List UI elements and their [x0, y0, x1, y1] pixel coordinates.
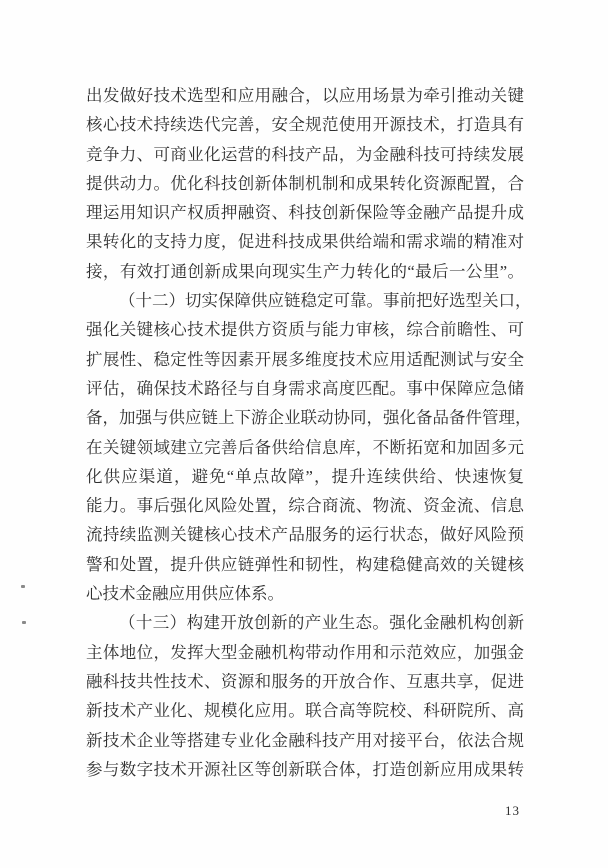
text-line: 理运用知识产权质押融资、科技创新保险等金融产品提升成: [86, 203, 524, 223]
text-line: 备，加强与供应链上下游企业联动协同，强化备品备件管理，: [86, 408, 532, 428]
text-line: 强化关键核心技术提供方资质与能力审核，综合前瞻性、可: [86, 320, 524, 340]
text-line-paragraph-start: （十二）切实保障供应链稳定可靠。事前把好选型关口，: [119, 291, 532, 311]
text-line: 提供动力。优化科技创新体制机制和成果转化资源配置，合: [86, 173, 524, 193]
text-line: 化供应渠道，避免“单点故障”，提升连续供给、快速恢复: [86, 466, 524, 486]
page-number: 13: [505, 803, 520, 818]
text-line-paragraph-end: 心技术金融应用供应体系。: [86, 584, 284, 604]
text-line: 出发做好技术选型和应用融合，以应用场景为牵引推动关键: [86, 86, 524, 105]
text-line: 扩展性、稳定性等因素开展多维度技术应用适配测试与安全: [86, 349, 524, 369]
text-line: 流持续监测关键核心技术产品服务的运行状态，做好风险预: [86, 525, 524, 545]
text-line-paragraph-start: （十三）构建开放创新的产业生态。强化金融机构创新: [119, 613, 524, 633]
text-line: 新技术企业等搭建专业化金融科技产用对接平台，依法合规: [86, 730, 524, 750]
text-line: 融科技共性技术、资源和服务的开放合作、互惠共享，促进: [86, 671, 524, 691]
text-line: 果转化的支持力度，促进科技成果供给端和需求端的精准对: [86, 232, 524, 252]
text-line: 警和处置，提升供应链弹性和韧性，构建稳健高效的关键核: [86, 554, 524, 574]
text-line: 新技术产业化、规模化应用。联合高等院校、科研院所、高: [86, 701, 524, 721]
text-line: 参与数字技术开源社区等创新联合体，打造创新应用成果转: [86, 759, 524, 779]
text-line: 接，有效打通创新成果向现实生产力转化的“最后一公里”。: [86, 261, 524, 281]
text-line: 在关键领域建立完善后备供给信息库，不断拓宽和加固多元: [86, 437, 524, 457]
text-line: 主体地位，发挥大型金融机构带动作用和示范效应，加强金: [86, 642, 524, 662]
body-text: [86, 81, 532, 784]
text-line: 能力。事后强化风险处置，综合商流、物流、资金流、信息: [86, 496, 524, 516]
text-line: 核心技术持续迭代完善，安全规范使用开源技术，打造具有: [86, 115, 524, 135]
text-line: 评估，确保技术路径与自身需求高度匹配。事中保障应急储: [86, 378, 524, 398]
scan-speck: [21, 585, 25, 588]
text-line: 竞争力、可商业化运营的科技产品，为金融科技可持续发展: [86, 144, 524, 164]
scan-speck: [22, 621, 26, 624]
